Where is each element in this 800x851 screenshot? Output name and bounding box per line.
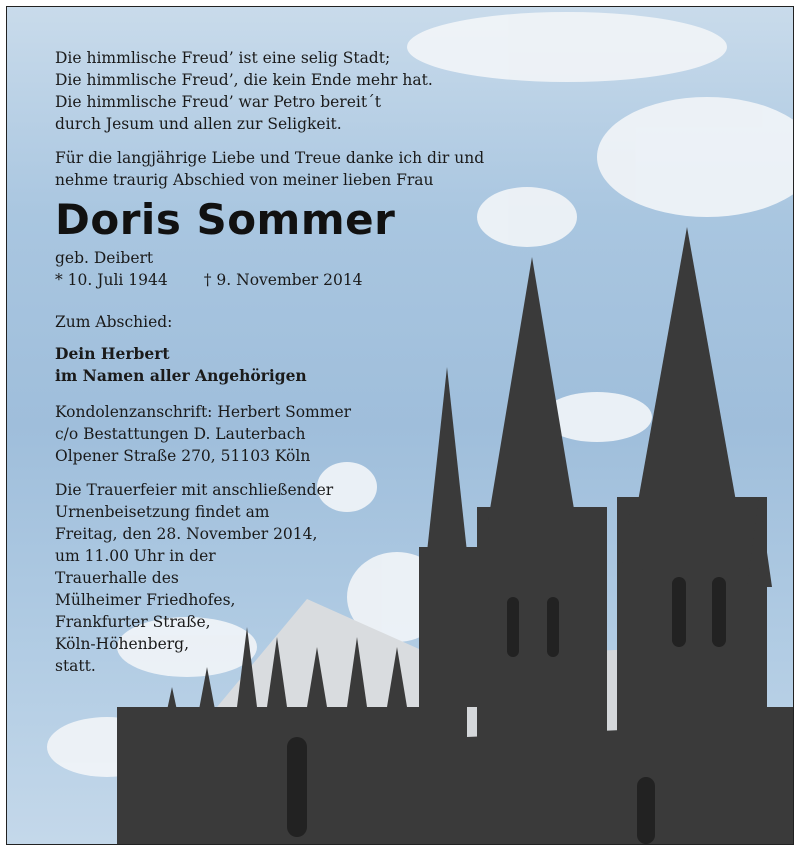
birth-date: * 10. Juli 1944 — [55, 271, 168, 289]
service-line: statt. — [55, 657, 96, 675]
service-line: um 11.00 Uhr in der — [55, 547, 216, 565]
farewell — [55, 311, 495, 387]
intro-line: nehme traurig Abschied von meiner lieben Frau — [55, 171, 434, 189]
signer: im Namen aller Angehörigen — [55, 366, 307, 385]
life-dates — [55, 269, 495, 291]
service-line: Freitag, den 28. November 2014, — [55, 525, 318, 543]
obituary-card — [6, 6, 794, 845]
farewell-label: Zum Abschied: — [55, 313, 173, 331]
condolence-line: c/o Bestattungen D. Lauterbach — [55, 425, 306, 443]
signer: Dein Herbert — [55, 344, 170, 363]
maiden-name: geb. Deibert — [55, 249, 154, 267]
poem-line: Die himmlische Freud’, die kein Ende mehr hat. — [55, 71, 433, 89]
poem-line: Die himmlische Freud’ ist eine selig Stadt; — [55, 49, 391, 67]
condolence-line: Olpener Straße 270, 51103 Köln — [55, 447, 311, 465]
service-line: Köln-Höhenberg, — [55, 635, 190, 653]
poem — [55, 47, 495, 135]
service-line: Frankfurter Straße, — [55, 613, 211, 631]
deceased-name: Doris Sommer — [55, 195, 396, 244]
service-line: Urnenbeisetzung findet am — [55, 503, 270, 521]
poem-line: Die himmlische Freud’ war Petro bereit´t — [55, 93, 382, 111]
service-line: Die Trauerfeier mit anschließender — [55, 481, 334, 499]
service-line: Trauerhalle des — [55, 569, 179, 587]
service-line: Mülheimer Friedhofes, — [55, 591, 236, 609]
service-details — [55, 479, 495, 677]
condolence-line: Kondolenzanschrift: Herbert Sommer — [55, 403, 352, 421]
intro — [55, 147, 495, 191]
intro-line: Für die langjährige Liebe und Treue danke ich dir und — [55, 149, 485, 167]
poem-line: durch Jesum und allen zur Seligkeit. — [55, 115, 342, 133]
death-date: † 9. November 2014 — [203, 271, 363, 289]
obituary-text — [55, 47, 495, 677]
condolence-address — [55, 401, 495, 467]
